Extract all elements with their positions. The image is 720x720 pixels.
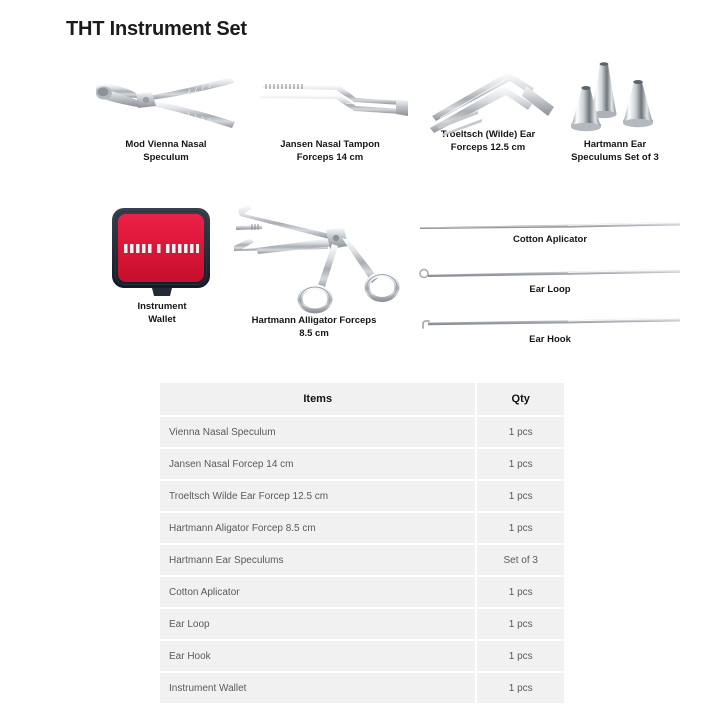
cell-qty: 1 pcs [475,449,564,479]
product-label-instrument-wallet [104,300,220,326]
cell-qty: 1 pcs [475,577,564,607]
product-label-nasal-speculum [92,138,240,164]
cell-item: Hartmann Ear Speculums [160,545,475,575]
table-row [160,545,564,575]
label-line-2: Forceps 14 cm [296,152,364,163]
cell-qty: 1 pcs [475,417,564,447]
specification-table [160,381,564,705]
label-line-2: Speculum [143,152,189,163]
product-label-ear-speculums [556,138,674,164]
cell-item: Ear Loop [160,609,475,639]
product-card-cotton-applicator [418,218,682,232]
label-line-2: Speculums Set of 3 [571,152,659,163]
label-line-1: Troeltsch (Wilde) Ear [440,129,536,140]
label-line-1: Hartmann Alligator Forceps [251,315,377,326]
cell-item: Hartmann Aligator Forcep 8.5 cm [160,513,475,543]
label-line-1: Mod Vienna Nasal [125,139,207,150]
cell-item: Cotton Aplicator [160,577,475,607]
table-header [160,383,564,415]
table-row [160,577,564,607]
cell-qty: 1 pcs [475,673,564,703]
alligator-forceps-photo [222,194,406,312]
cell-qty: Set of 3 [475,545,564,575]
cell-qty: 1 pcs [475,609,564,639]
cell-item: Instrument Wallet [160,673,475,703]
product-card-nasal-speculum [92,72,240,164]
ear-forceps-photo [412,62,564,124]
table-row [160,481,564,511]
cell-qty: 1 pcs [475,513,564,543]
tampon-forceps-photo [250,72,410,134]
product-card-ear-speculums [556,58,674,164]
product-card-instrument-wallet [104,204,220,326]
label-line-1: Hartmann Ear [583,139,647,150]
product-card-ear-forceps [412,62,564,154]
nasal-speculum-photo [92,72,240,134]
product-label-cotton-applicator: Cotton Aplicator [512,234,588,245]
table-row [160,641,564,671]
label-line-2: Wallet [148,314,176,325]
table-row [160,417,564,447]
instrument-wallet-photo [104,204,220,296]
product-card-alligator-forceps [222,194,406,340]
cell-item: Vienna Nasal Speculum [160,417,475,447]
ear-loop-photo [418,265,682,281]
product-card-ear-hook [418,314,682,332]
cell-qty: 1 pcs [475,641,564,671]
label-line-1: Instrument [137,301,187,312]
product-label-ear-loop: Ear Loop [529,284,571,295]
product-card-tampon-forceps [250,72,410,164]
table-header-row [160,383,564,415]
cell-item: Troeltsch Wilde Ear Forcep 12.5 cm [160,481,475,511]
cell-item: Ear Hook [160,641,475,671]
table-row [160,673,564,703]
label-line-1: Jansen Nasal Tampon [280,139,380,150]
cell-qty: 1 pcs [475,481,564,511]
table-row [160,609,564,639]
label-line-2: Forceps 12.5 cm [450,142,526,153]
table-row [160,449,564,479]
cell-item: Jansen Nasal Forcep 14 cm [160,449,475,479]
table-row [160,513,564,543]
column-header-items: Items [160,383,475,415]
product-label-tampon-forceps [250,138,410,164]
cotton-applicator-photo [418,218,682,232]
product-label-alligator-forceps [222,314,406,340]
label-line-2: 8.5 cm [299,328,329,339]
table-body [160,417,564,703]
column-header-qty: Qty [475,383,564,415]
product-card-ear-loop [418,265,682,281]
page-title: THT Instrument Set [66,18,247,40]
ear-hook-photo [418,314,682,332]
product-label-ear-hook: Ear Hook [529,334,571,345]
ear-speculums-photo [556,58,674,134]
